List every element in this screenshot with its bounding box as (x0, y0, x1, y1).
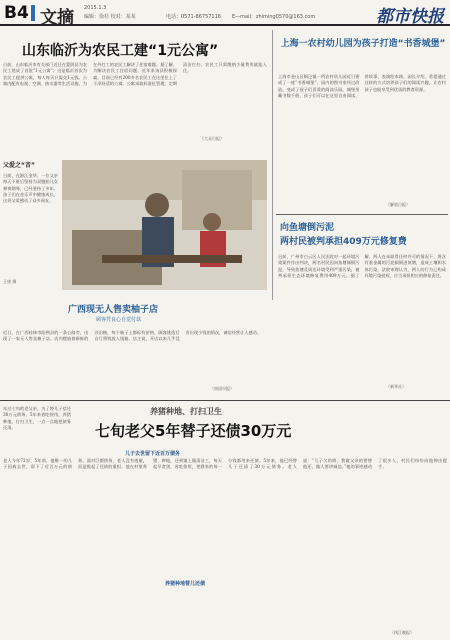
headline-pomelo: 广西现无人售卖柚子店 (68, 305, 159, 315)
lead-father: 年过七旬的老父亲，为了替儿子偿还30万元债务，5年来省吃俭用，养猪种地、打扫卫生，一点一点地把债务还清。 (3, 406, 71, 430)
article-father (0, 404, 450, 640)
phone-number: 电话：0571-86757116 (166, 14, 221, 20)
body-father: 老人今年72岁，5年前，他唯一的儿子因病去世，留下了近百万元的债务。面对巨额债务，老人没有逃避，而是挑起了还债的重担。他在村里养猪、种地，还到镇上做清洁工，每天起早贪黑，省吃俭用，把挣来的每一分钱都用来还债。5年来，他已经替儿子还清了30万元债务。老人说：“儿子欠的债，我做父亲的要替他还，做人要讲诚信。”他的事迹感动了很多人，村民们纷纷向他伸出援手。 (3, 458, 447, 470)
byline-shanghai: （解放日报） (386, 202, 410, 207)
byline-pomelo: （南国早报） (210, 386, 234, 391)
headline-linyi: 山东临沂为农民工建“1元公寓” (22, 43, 219, 59)
email-address: E—mail：zhiming0570@163.com (232, 14, 316, 20)
body-pomelo: 近日，在广西桂林市阳朔县的一条公路旁，出现了一家无人售卖柚子店。店内摆放着新鲜的沙田柚，每个柚子上都标有价格，顾客挑选后自行将钱放入钱箱。店主说，开店以来几乎没有出现少钱的情况，诚信经营让人感动。 (3, 330, 262, 342)
article-pomelo (0, 292, 274, 396)
byline-father: （钱江晚报） (390, 630, 414, 635)
paper-logo: 都市快报 (376, 7, 444, 27)
section-rule (276, 214, 448, 215)
editor-credit: 编辑：徐杉 校对：某某 (84, 14, 136, 20)
page-divider (0, 400, 450, 401)
article-shanghai (276, 30, 448, 212)
article-pollution (276, 218, 448, 396)
photo-credit: 王康 摄 (3, 279, 17, 284)
subhead-father-2: 养猪种地替儿还债 (165, 581, 206, 587)
photo-caption-text: 日前，在浙江金华，一位父亲每天下班后坚持为双胞胎儿女弹奏钢琴，已经坚持了多年。孩子们在音乐声中健康成长，这份父爱感动了众多网友。 (3, 173, 58, 204)
body-shanghai: 上海市金山区枫泾镇一所农村幼儿园近日建成了一座“书香城堡”，园内的图书室经过改造，变成了孩子们喜爱的阅读乐园。城堡里藏书数千册，孩子们可以在这里自由阅读、讲故事、表演绘本剧。园长介绍，希望通过这样的方式培养孩子们的阅读兴趣，让农村孩子也能享受到优质的教育资源。 (278, 74, 446, 98)
page-number: B4 (4, 3, 29, 23)
headline-pollution-1: 向鱼塘倒污泥 (280, 223, 335, 233)
body-pollution: 日前，广州市白云区人民法院对一起环境污染案件作出判决，两名村民因向鱼塘倾倒污泥，导致鱼塘及周边环境受到严重污染，被判承担生态环境修复费用409万元。据了解，两人在未取得任何许可的情况下，将含有重金属的污泥倾倒进鱼塘，造成土壤和水体污染。法院审理认为，两人的行为已构成环境污染侵权，应当承担相应的修复责任。 (278, 254, 446, 278)
byline-linyi: （大众日报） (200, 136, 224, 141)
issue-date: 2015.1.3 (84, 5, 107, 11)
section-title: 文摘 (40, 8, 74, 28)
headline-shanghai: 上海一农村幼儿园为孩子打造“书香城堡” (280, 39, 446, 49)
photo-caption-block (3, 160, 58, 290)
headline-pollution-2: 两村民被判承担409万元修复费 (280, 237, 407, 247)
subheadline-pomelo: 顾客凭良心自觉付款 (96, 317, 142, 323)
column-divider (272, 30, 273, 300)
body-linyi: 日前，山东临沂市有关部门近日在蒙阴县为农民工建成了首批“1元公寓”。这是临沂首次为农民工提供公寓，每人每天只需交1元钱。公寓内配有电视、空调、热水器等生活设施，为在外打工的农民工解决了住宿难题。据了解，为解决农民工住宿问题，近年来该县积极探索，目前已经有200多名农民工在这里住上了干净舒适的公寓。公寓采取标准化管理，定期清洁打扫，农民工只需缴纳少量费用就能入住。 (3, 62, 267, 86)
headline-father: 七旬老父5年替子还债30万元 (95, 422, 292, 440)
byline-pollution: （新华社） (386, 384, 406, 389)
photo-caption-title: 父爱之“音” (3, 162, 35, 169)
section-bar (31, 5, 35, 21)
subhead-father-1: 儿子去世留下近百万债务 (125, 451, 181, 457)
news-photo (62, 160, 267, 290)
photo-illustration (62, 160, 267, 290)
kicker-father: 养猪种地、打扫卫生 (150, 407, 222, 416)
masthead (0, 0, 450, 26)
